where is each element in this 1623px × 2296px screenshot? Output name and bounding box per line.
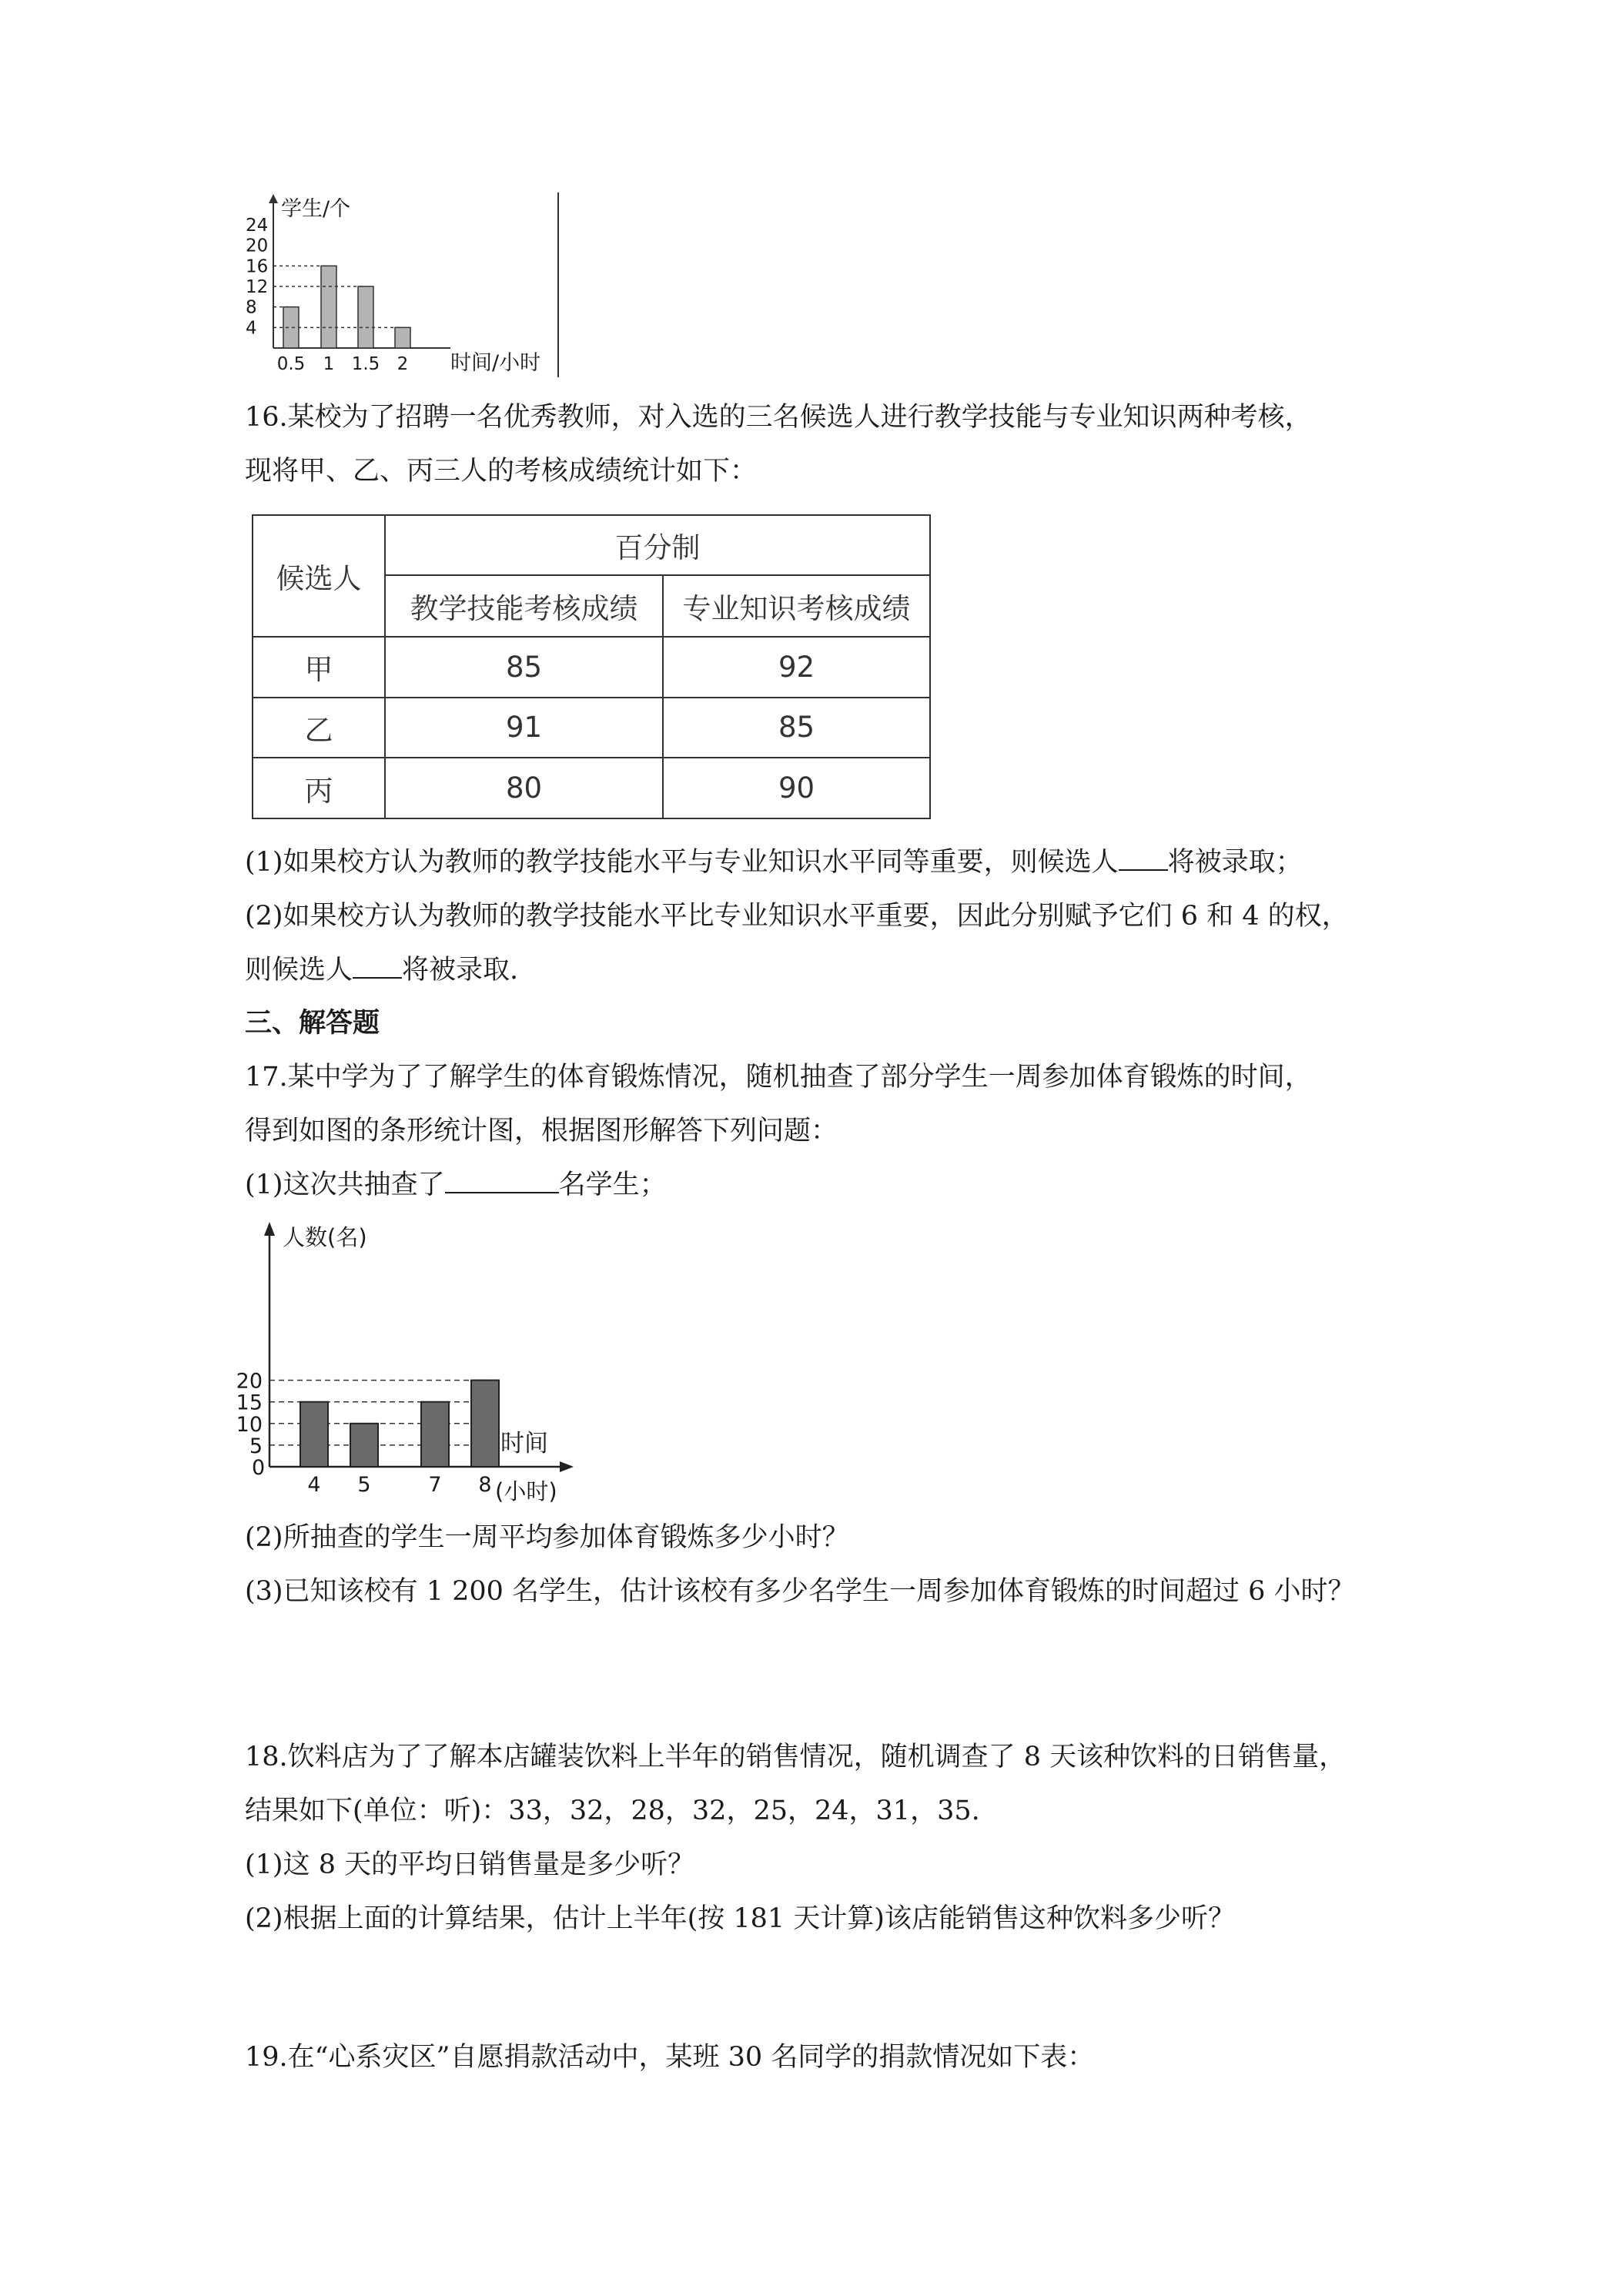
q16-part1-text-b: 将被录取； [1167, 847, 1303, 878]
top-chart-xlabel: 时间/小时 [450, 351, 541, 375]
y-tick-label: 15 [236, 1391, 263, 1415]
row-name: 丙 [253, 758, 385, 818]
answer-blank[interactable] [353, 954, 402, 979]
group-header: 百分制 [385, 515, 930, 575]
table-row [253, 637, 930, 698]
x-tick-label: 1.5 [351, 354, 380, 374]
x-axis-label-line2: (小时) [495, 1478, 557, 1504]
q16-part1-text-a: (1)如果校方认为教师的教学技能水平与专业知识水平同等重要，则候选人 [245, 847, 1119, 878]
q16-part2-line1: (2)如果校方认为教师的教学技能水平比专业知识水平重要，因此分别赋予它们 6 和 4 的权， [245, 901, 1349, 932]
q18-line2: 结果如下(单位：听)：33，32，28，32，25，24，31，35. [245, 1796, 980, 1826]
q18-part1: (1)这 8 天的平均日销售量是多少听？ [245, 1849, 695, 1880]
top-chart-y-arrow [269, 194, 278, 203]
y-axis-arrow [264, 1222, 275, 1236]
x-tick-label: 4 [307, 1473, 321, 1497]
bar [395, 327, 410, 348]
row-knowledge-score: 85 [663, 698, 930, 758]
q17-line1: 17.某中学为了了解学生的体育锻炼情况，随机抽查了部分学生一周参加体育锻炼的时间， [245, 1062, 1312, 1093]
row-name: 乙 [253, 698, 385, 758]
x-axis-arrow [560, 1461, 574, 1472]
q17-line2: 得到如图的条形统计图，根据图形解答下列问题： [245, 1116, 838, 1146]
origin-label: 0 [252, 1456, 266, 1480]
bar [350, 1424, 378, 1467]
q16-part2-line2 [245, 953, 518, 987]
top-bar-chart [243, 192, 581, 381]
q17-part1-text-a: (1)这次共抽查了 [245, 1170, 445, 1200]
x-tick-label: 5 [357, 1473, 371, 1497]
col-header-teaching: 教学技能考核成绩 [385, 575, 663, 637]
bar [421, 1402, 449, 1467]
candidate-header: 候选人 [253, 515, 385, 637]
y-tick-label: 12 [246, 277, 269, 297]
bar [300, 1402, 328, 1467]
x-axis-label-line1: 时间 [500, 1430, 548, 1458]
y-tick-label: 10 [236, 1412, 263, 1437]
x-tick-label: 8 [478, 1473, 492, 1497]
y-tick-label: 5 [249, 1434, 263, 1458]
q16-part2-text-a: 则候选人 [245, 955, 353, 986]
x-tick-label: 0.5 [276, 354, 306, 374]
q16-line2: 现将甲、乙、丙三人的考核成绩统计如下： [245, 456, 758, 487]
row-knowledge-score: 92 [663, 637, 930, 698]
answer-blank[interactable] [445, 1169, 559, 1193]
row-teaching-score: 80 [385, 758, 663, 818]
exercise-bar-chart [235, 1220, 589, 1505]
table-row [253, 698, 930, 758]
y-tick-label: 8 [246, 297, 257, 318]
scores-table [252, 514, 931, 819]
q16-part2-text-b: 将被录取. [402, 955, 519, 986]
row-knowledge-score: 90 [663, 758, 930, 818]
x-tick-label: 1 [323, 354, 335, 374]
x-tick-label: 2 [397, 354, 409, 374]
row-teaching-score: 91 [385, 698, 663, 758]
q18-part2: (2)根据上面的计算结果，估计上半年(按 181 天计算)该店能销售这种饮料多少听？ [245, 1903, 1235, 1934]
col-header-knowledge: 专业知识考核成绩 [663, 575, 930, 637]
y-tick-label: 16 [246, 256, 269, 277]
row-name: 甲 [253, 637, 385, 698]
table-row [253, 758, 930, 818]
x-tick-label: 7 [428, 1473, 442, 1497]
bar [471, 1381, 499, 1467]
bar [358, 286, 373, 348]
y-tick-label: 4 [246, 318, 257, 339]
q18-line1: 18.饮料店为了了解本店罐装饮料上半年的销售情况，随机调查了 8 天该种饮料的日销售量， [245, 1742, 1347, 1772]
y-axis-label: 人数(名) [283, 1224, 367, 1250]
answer-blank[interactable] [1119, 846, 1168, 871]
q17-part1 [245, 1168, 667, 1202]
y-tick-label: 20 [246, 236, 269, 256]
section-heading: 三、解答题 [245, 1008, 380, 1039]
q17-part1-text-b: 名学生； [558, 1170, 667, 1200]
q19-line1: 19.在“心系灾区”自愿捐款活动中，某班 30 名同学的捐款情况如下表： [245, 2042, 1095, 2073]
top-chart-ylabel: 学生/个 [281, 197, 351, 221]
y-tick-label: 24 [246, 216, 269, 236]
row-teaching-score: 85 [385, 637, 663, 698]
bar [321, 266, 336, 348]
q16-line1: 16.某校为了招聘一名优秀教师，对入选的三名候选人进行教学技能与专业知识两种考核， [245, 402, 1312, 433]
q17-part2: (2)所抽查的学生一周平均参加体育锻炼多少小时？ [245, 1522, 849, 1553]
y-tick-label: 20 [236, 1369, 263, 1394]
q17-part3: (3)已知该校有 1 200 名学生，估计该校有多少名学生一周参加体育锻炼的时间超过 6 小时？ [245, 1576, 1355, 1607]
q16-part1 [245, 845, 1303, 879]
